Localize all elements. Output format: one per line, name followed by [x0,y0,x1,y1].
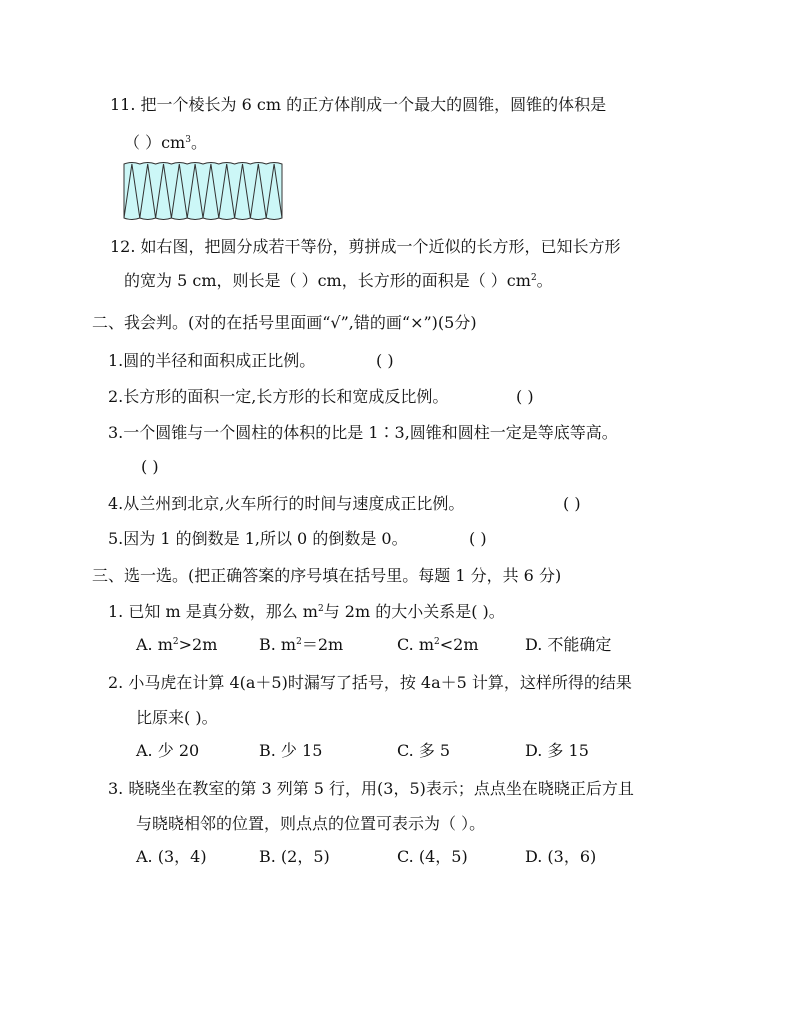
choose-q2-stem2: 比原来( )。 [136,708,218,727]
judge-item-5-paren[interactable]: ( ) [469,529,487,548]
judge-item-3 [108,423,618,443]
cut-circle-rectangle-figure [122,162,284,220]
q12-line2-text: 的宽为 5 cm，则长是（ ）cm，长方形的面积是（ ）cm [124,271,531,290]
judge-item-1 [108,351,315,371]
choose-q2-option-d[interactable]: D. 多 15 [525,741,589,760]
judge-item-3-text: 3.一个圆锥与一个圆柱的体积的比是 1∶3,圆锥和圆柱一定是等底等高。 [108,423,618,442]
q11-blank[interactable]: （ ）cm [124,133,186,152]
q11-unit-exp: 3 [185,135,191,145]
judge-item-2-text: 2.长方形的面积一定,长方形的长和宽成反比例。 [108,387,449,406]
choose-q1-option-b[interactable] [259,635,343,655]
q12-area-exp: 2 [530,273,537,283]
choose-q2-stem1: 2. 小马虎在计算 4(a＋5)时漏写了括号，按 4a＋5 计算，这样所得的结果 [108,673,632,692]
q11-line1: 11. 把一个棱长为 6 cm 的正方体削成一个最大的圆锥，圆锥的体积是 [110,95,607,114]
judge-item-4 [108,494,464,514]
choose-q3-option-c[interactable]: C. (4，5) [397,847,468,866]
judge-item-3-paren[interactable]: ( ) [141,457,159,476]
judge-item-2 [108,387,448,407]
choose-q1-option-d[interactable] [525,635,611,655]
judge-item-5-text: 5.因为 1 的倒数是 1,所以 0 的倒数是 0。 [108,529,408,548]
choose-q1-option-c[interactable] [397,635,479,655]
q11-answer-line [124,133,207,153]
option-text-rest: >2m [178,635,218,654]
option-exp: 2 [434,637,440,647]
choose-q3-stem1: 3. 晓晓坐在教室的第 3 列第 5 行，用(3，5)表示；点点坐在晓晓正后方且 [108,779,634,798]
judge-item-1-text: 1.圆的半径和面积成正比例。 [108,351,316,370]
judge-item-1-paren[interactable]: ( ) [376,351,394,370]
figure-outline [124,163,282,220]
choose-q1-option-a[interactable] [136,635,217,655]
option-text: C. m [397,635,435,654]
option-text-rest: ＝2m [301,635,344,654]
choose-q2-option-b[interactable]: B. 少 15 [259,741,323,760]
choose-q3-option-b[interactable]: B. (2，5) [259,847,330,866]
choose-q1-stem-exp: 2 [317,604,324,614]
choose-q3-option-a[interactable]: A. (3，4) [136,847,207,866]
judge-item-4-text: 4.从兰州到北京,火车所行的时间与速度成正比例。 [108,494,465,513]
q12-line2 [124,271,553,291]
choose-section-title: 三、选一选。(把正确答案的序号填在括号里。每题 1 分，共 6 分) [92,566,562,585]
judge-item-2-paren[interactable]: ( ) [516,387,534,406]
q12-line2-end: 。 [536,271,553,290]
choose-q1-stem [108,602,505,622]
choose-q3-stem2: 与晓晓相邻的位置，则点点的位置可表示为（ ）。 [136,814,486,833]
q12-line1: 12. 如右图，把圆分成若干等份，剪拼成一个近似的长方形，已知长方形 [110,237,621,256]
option-exp: 2 [296,637,302,647]
judge-item-4-paren[interactable]: ( ) [563,494,581,513]
option-exp: 2 [172,637,179,647]
option-text-rest: <2m [439,635,479,654]
option-text: A. m [136,635,173,654]
choose-q1-stem-b: 与 2m 的大小关系是( )。 [323,602,505,621]
choose-q1-stem-a: 1. 已知 m 是真分数，那么 m [108,602,318,621]
judge-section-title: 二、我会判。(对的在括号里面画“√”,错的画“×”)(5分) [92,313,477,332]
choose-q2-option-c[interactable]: C. 多 5 [397,741,451,760]
judge-item-5 [108,529,408,549]
option-text: B. m [259,635,297,654]
q11-end: 。 [190,133,207,152]
option-text: D. 不能确定 [525,635,612,654]
choose-q2-option-a[interactable]: A. 少 20 [136,741,200,760]
choose-q3-option-d[interactable]: D. (3，6) [525,847,597,866]
